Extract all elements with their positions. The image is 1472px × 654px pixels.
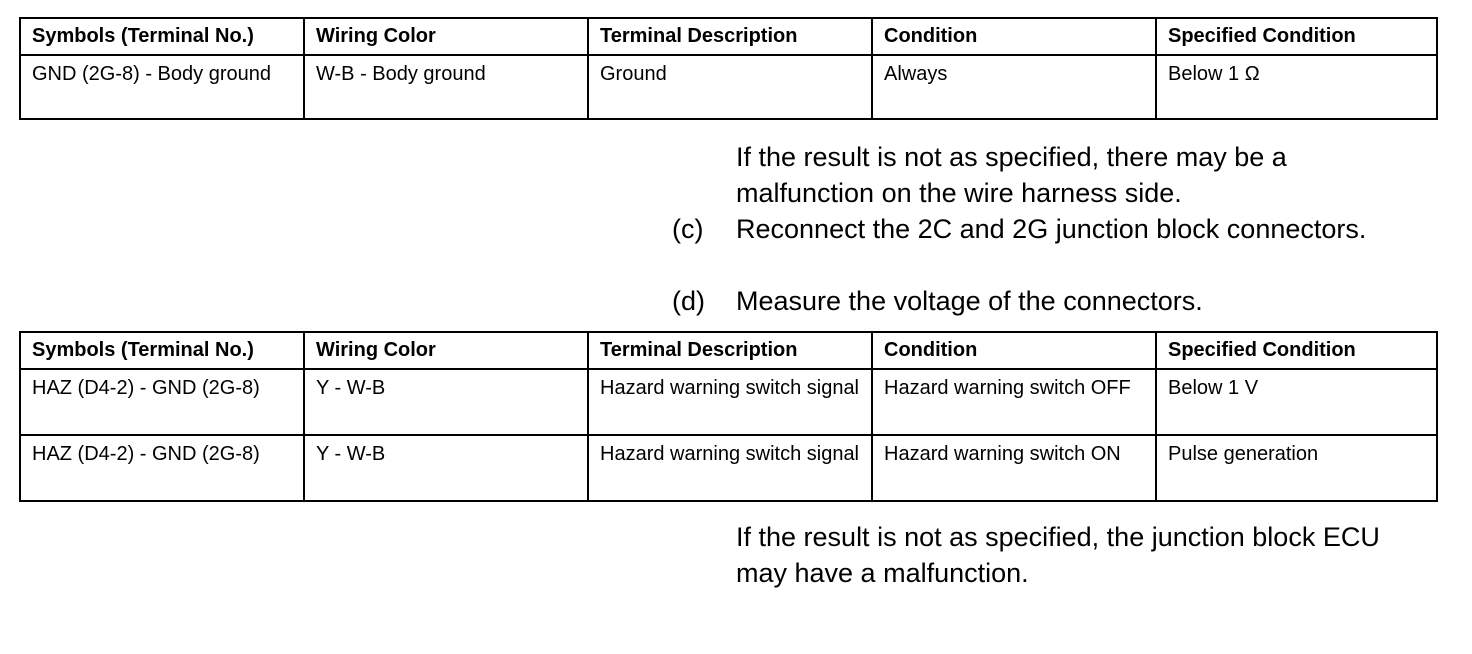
cell-symbols: HAZ (D4-2) - GND (2G-8) (20, 435, 304, 501)
cell-terminal-description: Hazard warning switch signal (588, 435, 872, 501)
header-condition: Condition (872, 18, 1156, 55)
header-terminal-description: Terminal Description (588, 18, 872, 55)
table-header-row (20, 18, 1437, 55)
step-letter-c: (c) (672, 214, 704, 244)
header-wiring-color: Wiring Color (304, 332, 588, 369)
result-note-junction-block-ecu: If the result is not as specified, the junction block ECU may have a malfunction. (736, 522, 1380, 588)
cell-specified-condition: Below 1 Ω (1156, 55, 1437, 119)
step-text-c: Reconnect the 2C and 2G junction block connectors. (736, 214, 1367, 244)
cell-symbols: GND (2G-8) - Body ground (20, 55, 304, 119)
cell-wiring-color: Y - W-B (304, 369, 588, 435)
table-header-row (20, 332, 1437, 369)
cell-condition: Hazard warning switch OFF (872, 369, 1156, 435)
table-row (20, 55, 1437, 119)
cell-specified-condition: Pulse generation (1156, 435, 1437, 501)
step-letter-d: (d) (672, 286, 705, 316)
table-row (20, 369, 1437, 435)
cell-terminal-description: Ground (588, 55, 872, 119)
result-note-wire-harness: If the result is not as specified, there may be a malfunction on the wire harness side. (736, 142, 1287, 208)
cell-condition: Hazard warning switch ON (872, 435, 1156, 501)
table-row (20, 435, 1437, 501)
cell-condition: Always (872, 55, 1156, 119)
step-text-d: Measure the voltage of the connectors. (736, 286, 1203, 316)
ground-check-table (19, 17, 1438, 120)
header-specified-condition: Specified Condition (1156, 332, 1437, 369)
header-condition: Condition (872, 332, 1156, 369)
cell-specified-condition: Below 1 V (1156, 369, 1437, 435)
header-terminal-description: Terminal Description (588, 332, 872, 369)
header-wiring-color: Wiring Color (304, 18, 588, 55)
header-symbols: Symbols (Terminal No.) (20, 332, 304, 369)
cell-symbols: HAZ (D4-2) - GND (2G-8) (20, 369, 304, 435)
header-symbols: Symbols (Terminal No.) (20, 18, 304, 55)
voltage-check-table (19, 331, 1438, 502)
cell-wiring-color: W-B - Body ground (304, 55, 588, 119)
header-specified-condition: Specified Condition (1156, 18, 1437, 55)
cell-wiring-color: Y - W-B (304, 435, 588, 501)
cell-terminal-description: Hazard warning switch signal (588, 369, 872, 435)
